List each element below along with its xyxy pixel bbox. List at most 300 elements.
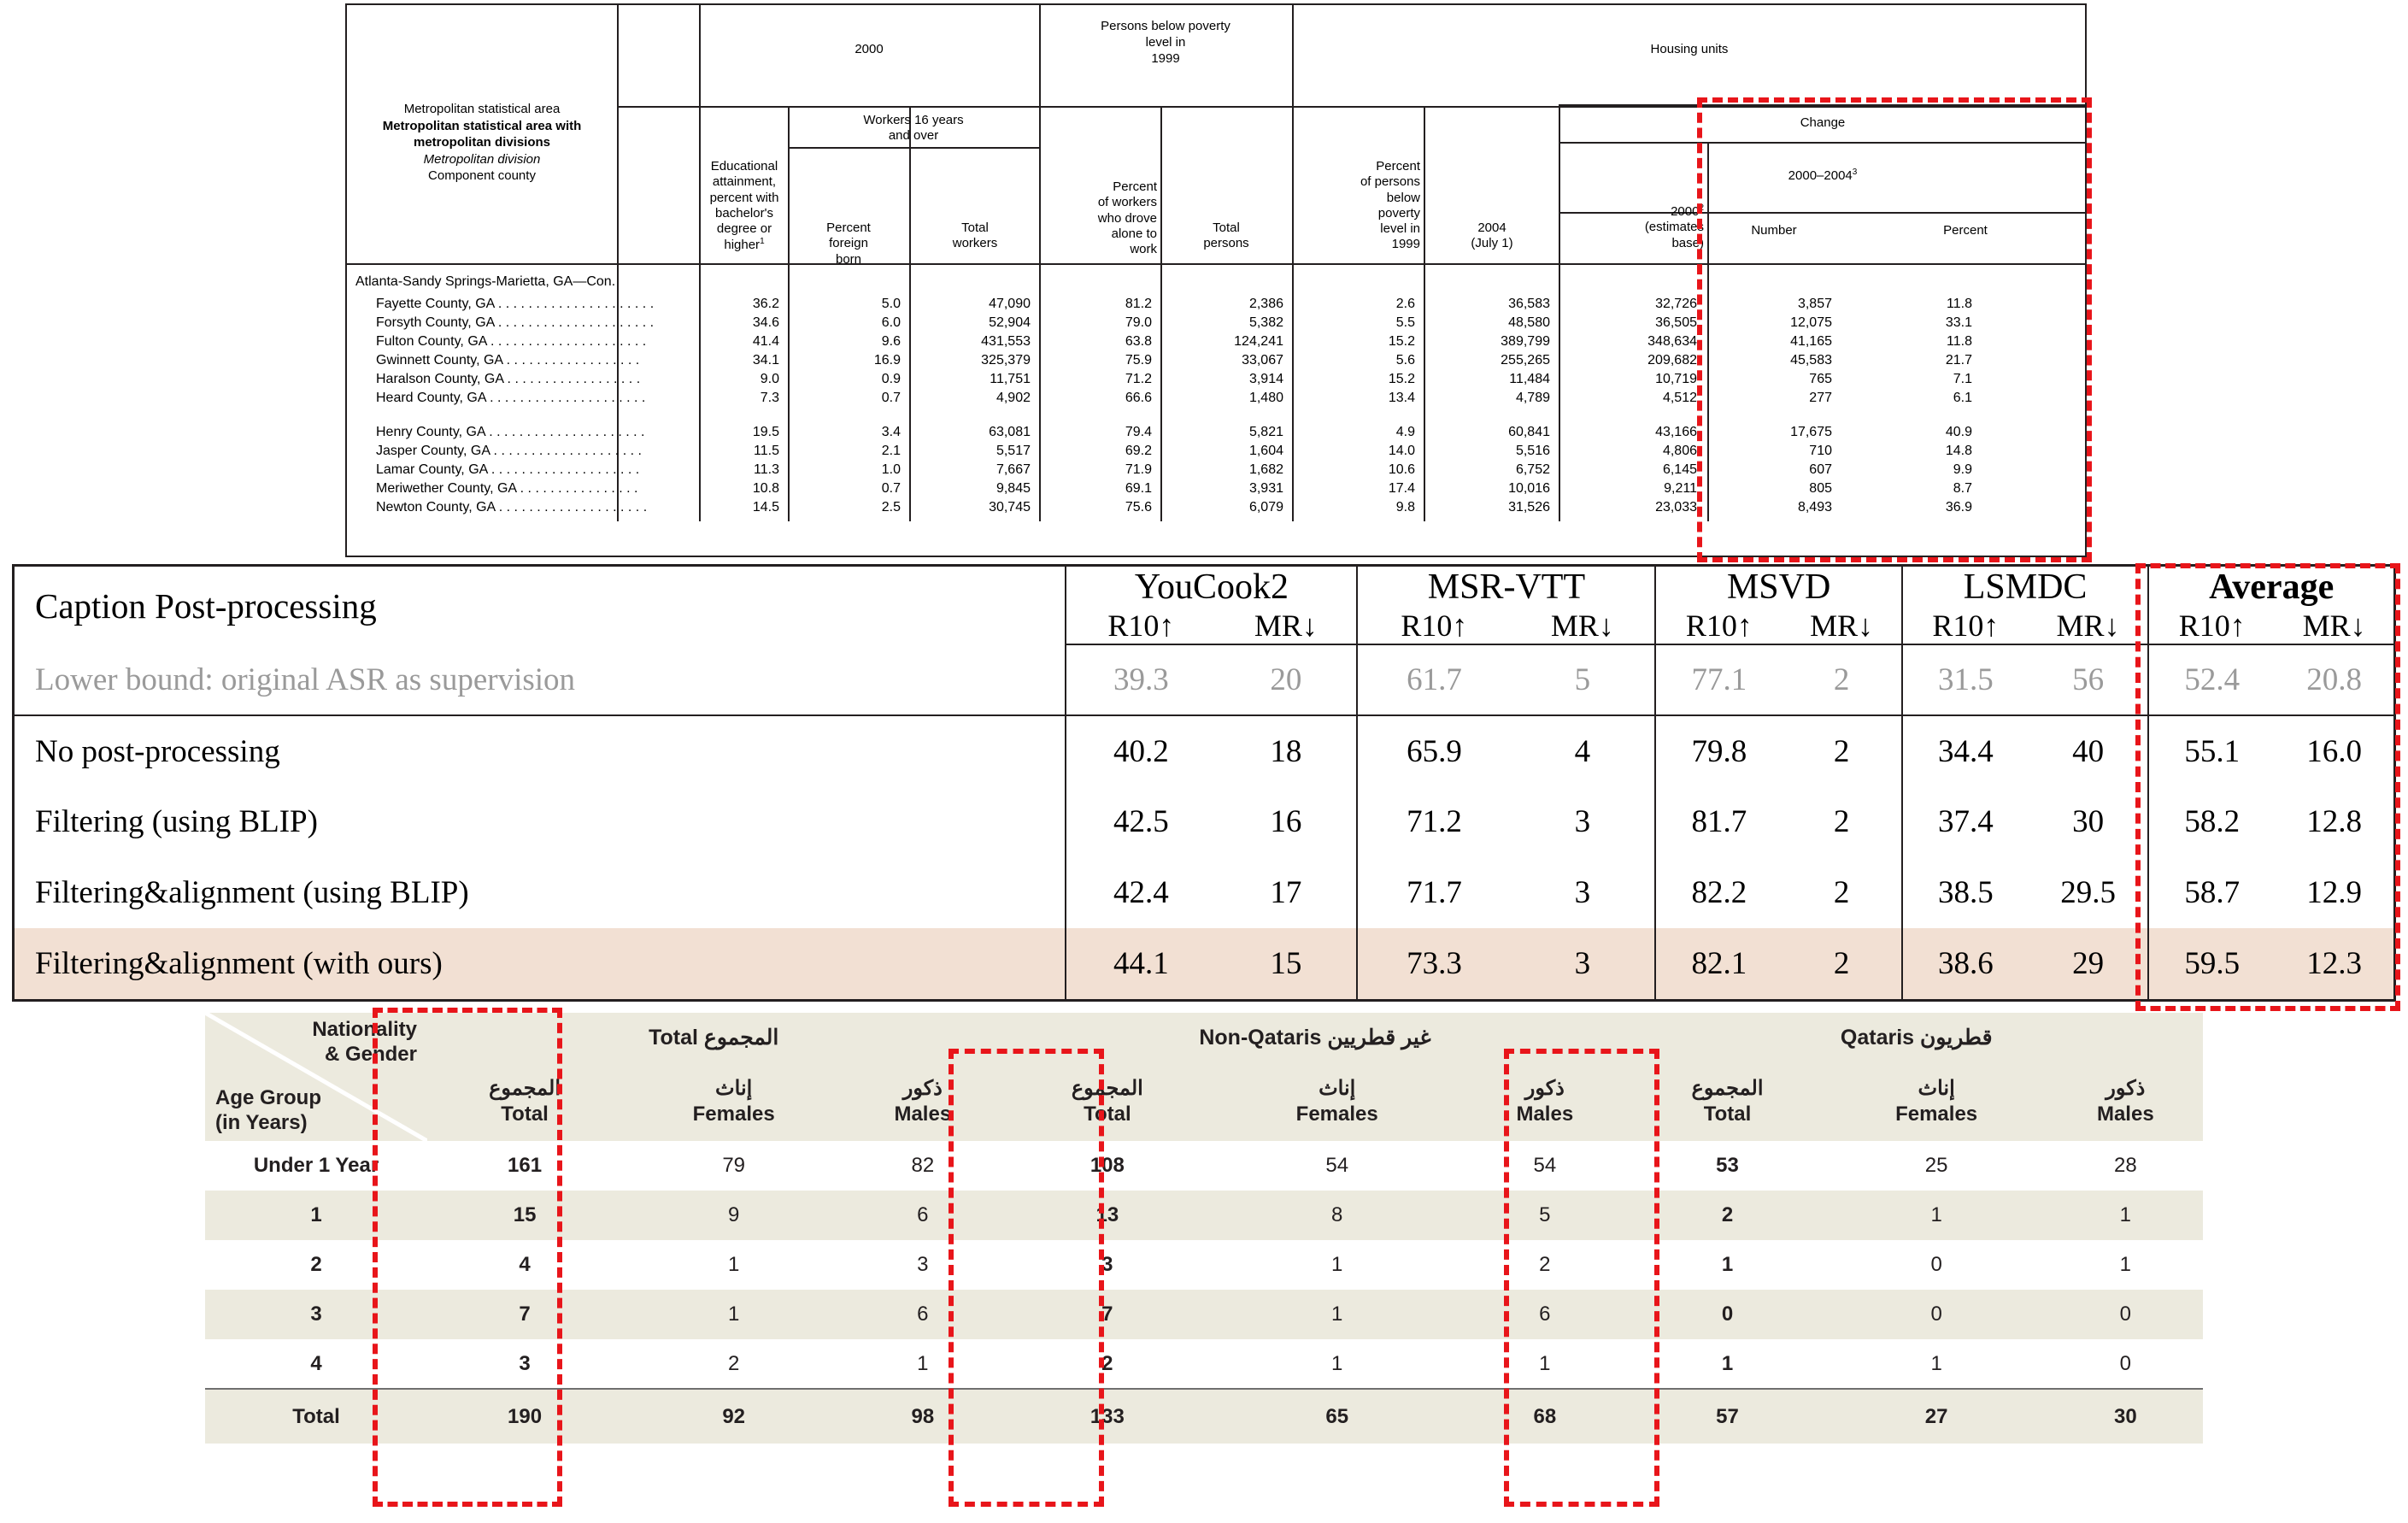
metric-cell: 82.1: [1655, 928, 1782, 999]
table-cell: 66.6: [1125, 391, 1152, 405]
total-cell: 27: [1924, 1404, 1948, 1428]
population-cell: 0: [2119, 1351, 2131, 1375]
table-cell: 11,751: [990, 372, 1031, 386]
population-cell: 54: [1533, 1154, 1557, 1177]
table-cell: 9.0: [760, 372, 779, 386]
qatar-corner-cell: [205, 1013, 427, 1141]
table-cell: 75.9: [1125, 353, 1152, 368]
sub-total-total: المجموع Total: [427, 1062, 622, 1141]
metric-cell: 79.8: [1655, 715, 1782, 786]
table-row: [15, 644, 2393, 715]
table-cell: 81.2: [1125, 297, 1152, 311]
metric-cell: 30: [2072, 804, 2105, 839]
metric-cell: 82.2: [1655, 857, 1782, 928]
table-cell: 11,484: [1509, 372, 1550, 386]
table-cell: 43,166: [1655, 425, 1697, 439]
table-cell: 9,845: [996, 481, 1031, 496]
total-row-label: Total: [292, 1404, 340, 1428]
group-qataris: Qataris قطريون: [1630, 1013, 2203, 1062]
table-cell: 5,517: [996, 444, 1031, 458]
qatar-table: [205, 1013, 2203, 1444]
metric-cell: 71.2: [1357, 786, 1510, 857]
table-cell: 2,386: [1248, 297, 1283, 311]
col-header-hu-2000: 2000$^2$ (estimates base): [1644, 203, 1704, 250]
table-row: [205, 1191, 2203, 1240]
table-cell: 48,580: [1508, 315, 1550, 330]
table-cell: 8,493: [1797, 500, 1832, 515]
metric-average-mr: MR↓: [2275, 608, 2393, 644]
population-cell: 3: [519, 1351, 531, 1375]
table-cell: 0.7: [881, 481, 901, 496]
table-cell: 3.4: [881, 425, 901, 439]
metric-cell: 77.1: [1655, 644, 1782, 715]
census-table: [345, 3, 2087, 557]
population-cell: 7: [1101, 1302, 1113, 1326]
population-cell: 1: [2119, 1203, 2131, 1226]
metric-cell: 31.5: [1902, 644, 2029, 715]
population-cell: 6: [917, 1203, 929, 1226]
table-cell: 69.1: [1125, 481, 1152, 496]
table-cell: 9.8: [1395, 500, 1415, 515]
table-cell: 30,745: [989, 500, 1031, 515]
col-group-2000: 2000: [855, 42, 884, 56]
table-cell: 5.0: [881, 297, 901, 311]
total-cell: 57: [1716, 1404, 1739, 1428]
col-header-education: Educational attainment, percent with bachelor's degree or higher$^1$: [709, 159, 779, 253]
metric-cell: 5: [1510, 644, 1655, 715]
metric-cell: 16.0: [2306, 733, 2362, 769]
table-row: [15, 715, 2393, 786]
table-cell: 6,079: [1248, 500, 1283, 515]
table-cell: 431,553: [981, 334, 1031, 349]
table-cell: 13.4: [1388, 391, 1415, 405]
population-cell: 1: [727, 1302, 740, 1326]
method-label: Filtering&alignment (with ours): [35, 946, 443, 981]
population-cell: 0: [1930, 1253, 1942, 1276]
metric-cell: 18: [1270, 733, 1302, 769]
table-row-label: Newton County, GA . . . . . . . . . . . . . . . . . . . .: [376, 500, 648, 515]
population-cell: 1: [917, 1351, 929, 1375]
metric-cell: 2: [1833, 804, 1850, 839]
population-cell: 13: [1095, 1203, 1119, 1226]
population-cell: 1: [727, 1253, 740, 1276]
population-cell: 2: [1539, 1253, 1551, 1276]
table-cell: 36,505: [1655, 315, 1697, 330]
dataset-lsmdc: LSMDC: [1902, 567, 2148, 608]
table-cell: 11.8: [1947, 334, 1972, 349]
table-cell: 10.8: [752, 481, 779, 496]
col-group-housing: Housing units: [1650, 42, 1729, 56]
sub-total-males: ذكور Males: [845, 1062, 1000, 1141]
metric-cell: 52.4: [2148, 644, 2275, 715]
table-cell: 5,516: [1515, 444, 1550, 458]
metric-cell: 16: [1270, 804, 1302, 839]
population-cell: 1: [1930, 1203, 1942, 1226]
metric-cell: 39.3: [1066, 644, 1215, 715]
metric-cell: 38.5: [1902, 857, 2029, 928]
metric-cell: 42.5: [1066, 786, 1215, 857]
table-cell: 41,165: [1790, 334, 1832, 349]
dataset-msrvtt: MSR-VTT: [1357, 567, 1655, 608]
col-header-drove-alone: Percent of workers who drove alone to work: [1097, 179, 1157, 257]
population-cell: 6: [917, 1302, 929, 1326]
table-cell: 0.7: [881, 391, 901, 405]
table-row-label: Haralson County, GA . . . . . . . . . . . . . . . . . .: [376, 372, 641, 386]
table-cell: 11.5: [754, 444, 779, 458]
sub-nonqataris-males: ذكور Males: [1459, 1062, 1630, 1141]
col-header-foreign-born: Percent foreign born: [826, 221, 871, 267]
metric-cell: 71.7: [1357, 857, 1510, 928]
table-cell: 10,016: [1508, 481, 1550, 496]
population-cell: 1: [1331, 1351, 1343, 1375]
table-cell: 2.1: [881, 444, 901, 458]
group-total: Total المجموع: [427, 1013, 1000, 1062]
metric-lsmdc-r10: R10↑: [1902, 608, 2029, 644]
table-cell: 348,634: [1647, 334, 1697, 349]
table-cell: 3,914: [1248, 372, 1283, 386]
table-cell: 23,033: [1655, 500, 1697, 515]
table-cell: 10,719: [1655, 372, 1697, 386]
table-cell: 4,789: [1515, 391, 1550, 405]
metric-cell: 61.7: [1357, 644, 1510, 715]
caption-table-head: [15, 567, 2393, 644]
metric-cell: 29.5: [2060, 875, 2116, 910]
metric-cell: 59.5: [2148, 928, 2275, 999]
col-header-total-workers: Total workers: [952, 221, 998, 251]
dataset-average: Average: [2148, 567, 2393, 608]
population-cell: 0: [2119, 1302, 2131, 1326]
table-cell: 52,904: [989, 315, 1031, 330]
table-cell: 79.0: [1125, 315, 1152, 330]
method-label: Filtering&alignment (using BLIP): [35, 875, 469, 910]
table-cell: 4,902: [996, 391, 1031, 405]
sub-nonqataris-females: إناث Females: [1214, 1062, 1459, 1141]
table-cell: 47,090: [989, 297, 1031, 311]
metric-cell: 3: [1574, 875, 1591, 910]
table-cell: 11.3: [754, 462, 779, 477]
metric-cell: 2: [1782, 644, 1902, 715]
table-cell: 1,682: [1248, 462, 1283, 477]
metric-cell: 3: [1574, 804, 1591, 839]
population-cell: 3: [917, 1253, 929, 1276]
total-cell: 68: [1533, 1404, 1557, 1428]
area-title: Atlanta-Sandy Springs-Marietta, GA—Con.: [355, 274, 616, 289]
table-cell: 9.6: [881, 334, 901, 349]
table-cell: 36.9: [1945, 500, 1972, 515]
table-cell: 3,857: [1797, 297, 1832, 311]
metric-cell: 37.4: [1902, 786, 2029, 857]
metric-cell: 15: [1270, 946, 1302, 981]
table-cell: 79.4: [1125, 425, 1152, 439]
metric-cell: 2: [1833, 733, 1850, 769]
table-cell: 34.6: [752, 315, 779, 330]
metric-cell: 3: [1574, 946, 1591, 981]
population-cell: 4: [519, 1253, 531, 1276]
metric-cell: 4: [1574, 733, 1591, 769]
population-cell: 2: [727, 1351, 740, 1375]
table-row-label: Forsyth County, GA . . . . . . . . . . . . . . . . . . . . .: [376, 315, 655, 330]
table-row-label: Fulton County, GA . . . . . . . . . . . . . . . . . . . . .: [376, 334, 647, 349]
population-cell: 54: [1325, 1154, 1349, 1177]
total-cell: 92: [722, 1404, 746, 1428]
table-cell: 11.8: [1947, 297, 1972, 311]
method-label: No post-processing: [35, 733, 280, 769]
population-cell: 53: [1716, 1154, 1739, 1177]
table-cell: 31,526: [1508, 500, 1550, 515]
table-cell: 33,067: [1242, 353, 1283, 368]
sub-total-females: إناث Females: [622, 1062, 845, 1141]
metric-cell: 58.7: [2148, 857, 2275, 928]
population-cell: 25: [1924, 1154, 1948, 1177]
table-row: [15, 928, 2393, 999]
metric-cell: 44.1: [1066, 928, 1215, 999]
metric-cell: 40: [2072, 733, 2105, 769]
qatar-head-row-groups: [205, 1013, 2203, 1062]
total-cell: 65: [1325, 1404, 1349, 1428]
table-row-label: Henry County, GA . . . . . . . . . . . . . . . . . . . . .: [376, 425, 645, 439]
metric-msvd-r10: R10↑: [1655, 608, 1782, 644]
dataset-msvd: MSVD: [1655, 567, 1901, 608]
metric-cell: 55.1: [2148, 715, 2275, 786]
col-header-total-persons: Total persons: [1203, 221, 1249, 251]
total-cell: 190: [508, 1404, 543, 1428]
table-row: [205, 1240, 2203, 1290]
metric-youcook2-r10: R10↑: [1066, 608, 1215, 644]
metric-cell: 42.4: [1066, 857, 1215, 928]
metric-cell: 2: [1833, 946, 1850, 981]
table-cell: 15.2: [1388, 372, 1415, 386]
table-cell: 255,265: [1501, 353, 1550, 368]
table-cell: 4.9: [1395, 425, 1415, 439]
table-cell: 5,382: [1248, 315, 1283, 330]
metric-cell: 40.2: [1066, 715, 1215, 786]
population-cell: 108: [1089, 1154, 1125, 1177]
metric-msrvtt-r10: R10↑: [1357, 608, 1510, 644]
table-row: [205, 1141, 2203, 1191]
metric-lsmdc-mr: MR↓: [2029, 608, 2149, 644]
metric-youcook2-mr: MR↓: [1215, 608, 1357, 644]
table-cell: 6.1: [1953, 391, 1972, 405]
metric-cell: 65.9: [1357, 715, 1510, 786]
table-cell: 7.1: [1953, 372, 1972, 386]
table-cell: 15.2: [1388, 334, 1415, 349]
metric-cell: 58.2: [2148, 786, 2275, 857]
population-cell: 82: [911, 1154, 935, 1177]
metric-cell: 12.8: [2306, 804, 2362, 839]
table-row-label: Heard County, GA . . . . . . . . . . . . . . . . . . . . .: [376, 391, 646, 405]
table-cell: 209,682: [1647, 353, 1697, 368]
method-label: Lower bound: original ASR as supervision: [15, 644, 1066, 715]
table-cell: 325,379: [981, 353, 1031, 368]
table-cell: 5.6: [1395, 353, 1415, 368]
corner-agegroup-label: Age Group (in Years): [215, 1086, 321, 1135]
table-cell: 60,841: [1508, 425, 1550, 439]
table-cell: 14.5: [752, 500, 779, 515]
sub-qataris-total: المجموع Total: [1630, 1062, 1824, 1141]
stub-line-2: Metropolitan statistical area with metropolitan divisions: [382, 118, 582, 150]
population-cell: 1: [1331, 1253, 1343, 1276]
total-cell: 133: [1089, 1404, 1125, 1428]
table-cell: 607: [1809, 462, 1832, 477]
table-cell: 124,241: [1234, 334, 1283, 349]
population-cell: 8: [1331, 1203, 1343, 1226]
age-group-label: 3: [310, 1302, 322, 1326]
table-cell: 19.5: [752, 425, 779, 439]
caption-postprocessing-table: [12, 564, 2396, 1002]
group-non-qataris: Non-Qataris غير قطريين: [1000, 1013, 1630, 1062]
population-cell: 1: [1721, 1253, 1734, 1276]
table-cell: 21.7: [1945, 353, 1972, 368]
population-cell: 2: [1101, 1351, 1113, 1375]
caption-head-row-datasets: [15, 567, 2393, 608]
population-cell: 1: [1721, 1351, 1734, 1375]
table-cell: 45,583: [1790, 353, 1832, 368]
age-group-label: 4: [310, 1351, 322, 1375]
age-group-label: 2: [310, 1253, 322, 1276]
table-cell: 6,752: [1515, 462, 1550, 477]
corner-nationality-label: Nationality & Gender: [312, 1018, 417, 1066]
method-label: Filtering (using BLIP): [35, 804, 318, 839]
metric-cell: 12.3: [2306, 946, 2362, 981]
dataset-youcook2: YouCook2: [1066, 567, 1357, 608]
table-cell: 1.0: [881, 462, 901, 477]
population-cell: 1: [2119, 1253, 2131, 1276]
caption-table-body: [15, 644, 2393, 999]
table-cell: 1,480: [1248, 391, 1283, 405]
metric-cell: 20: [1215, 644, 1357, 715]
metric-cell: 29: [2072, 946, 2105, 981]
population-cell: 6: [1539, 1302, 1551, 1326]
qatar-population-table: [205, 1013, 2203, 1519]
population-cell: 15: [513, 1203, 537, 1226]
population-cell: 79: [722, 1154, 746, 1177]
metric-cell: 17: [1270, 875, 1302, 910]
table-cell: 4,806: [1662, 444, 1697, 458]
table-cell: 34.1: [752, 353, 779, 368]
table-cell: 75.6: [1125, 500, 1152, 515]
table-cell: 2.6: [1395, 297, 1415, 311]
table-cell: 3,931: [1248, 481, 1283, 496]
population-cell: 1: [1331, 1302, 1343, 1326]
population-cell: 3: [1101, 1253, 1113, 1276]
table-cell: 2.5: [881, 500, 901, 515]
table-row-label: Lamar County, GA . . . . . . . . . . . . . . . . . . . .: [376, 462, 640, 477]
metric-cell: 34.4: [1902, 715, 2029, 786]
table-cell: 805: [1809, 481, 1832, 496]
table-row-label: Meriwether County, GA . . . . . . . . . . . . . . . .: [376, 481, 638, 496]
table-cell: 41.4: [752, 334, 779, 349]
total-cell: 98: [911, 1404, 935, 1428]
age-group-label: Under 1 Year: [253, 1154, 379, 1177]
table-cell: 765: [1809, 372, 1832, 386]
table-cell: 10.6: [1388, 462, 1415, 477]
table-cell: 36.2: [752, 297, 779, 311]
table-cell: 0.9: [881, 372, 901, 386]
table-cell: 7,667: [996, 462, 1031, 477]
change-header: Change: [1800, 115, 1846, 130]
table-cell: 710: [1809, 444, 1832, 458]
col-header-change-percent: Percent: [1943, 223, 1988, 238]
population-cell: 161: [508, 1154, 543, 1177]
table-cell: 17.4: [1388, 481, 1415, 496]
metric-cell: 2: [1833, 875, 1850, 910]
metric-cell: 81.7: [1655, 786, 1782, 857]
table-cell: 8.7: [1953, 481, 1972, 496]
change-period: 2000–2004$^3$: [1788, 168, 1858, 183]
metric-average-r10: R10↑: [2148, 608, 2275, 644]
total-row: [205, 1389, 2203, 1444]
col-header-change-number: Number: [1751, 223, 1797, 238]
table-cell: 69.2: [1125, 444, 1152, 458]
population-cell: 9: [727, 1203, 740, 1226]
table-row-label: Fayette County, GA . . . . . . . . . . . . . . . . . . . . .: [376, 297, 655, 311]
table-cell: 6.0: [881, 315, 901, 330]
table-cell: 1,604: [1248, 444, 1283, 458]
age-group-label: 1: [310, 1203, 322, 1226]
table-cell: 6,145: [1662, 462, 1697, 477]
table-cell: 14.8: [1945, 444, 1972, 458]
sub-nonqataris-total: المجموع Total: [1000, 1062, 1214, 1141]
table-row: [205, 1290, 2203, 1339]
population-cell: 28: [2113, 1154, 2137, 1177]
table-row: [15, 857, 2393, 928]
table-row-label: Jasper County, GA . . . . . . . . . . . . . . . . . . . .: [376, 444, 642, 458]
metric-cell: 12.9: [2306, 875, 2362, 910]
metric-msvd-mr: MR↓: [1782, 608, 1902, 644]
table-cell: 9.9: [1953, 462, 1972, 477]
table-row: [205, 1339, 2203, 1389]
qatar-table-head: [205, 1013, 2203, 1141]
metric-msrvtt-mr: MR↓: [1510, 608, 1655, 644]
table-cell: 14.0: [1388, 444, 1415, 458]
table-cell: 4,512: [1662, 391, 1697, 405]
table-cell: 277: [1809, 391, 1832, 405]
caption-row-header: Caption Post-processing: [35, 585, 377, 626]
stub-line-3: Metropolitan division: [423, 151, 541, 167]
qatar-table-body: [205, 1141, 2203, 1444]
col-group-workers: Workers 16 years and over: [863, 113, 964, 143]
table-cell: 40.9: [1945, 425, 1972, 439]
metric-cell: 56: [2029, 644, 2149, 715]
total-cell: 30: [2113, 1404, 2137, 1428]
population-cell: 7: [519, 1302, 531, 1326]
population-cell: 5: [1539, 1203, 1551, 1226]
table-cell: 63,081: [989, 425, 1031, 439]
population-cell: 0: [1930, 1302, 1942, 1326]
table-cell: 12,075: [1790, 315, 1832, 330]
col-header-poverty-percent: Percent of persons below poverty level in 1999: [1360, 159, 1420, 252]
qatar-head-row-sub: [205, 1062, 2203, 1141]
table-cell: 71.9: [1125, 462, 1152, 477]
table-cell: 7.3: [760, 391, 779, 405]
table-cell: 5.5: [1395, 315, 1415, 330]
table-cell: 33.1: [1945, 315, 1972, 330]
table-cell: 16.9: [873, 353, 901, 368]
sub-qataris-females: إناث Females: [1825, 1062, 2048, 1141]
population-cell: 0: [1721, 1302, 1734, 1326]
population-cell: 1: [1539, 1351, 1551, 1375]
table-row-label: Gwinnett County, GA . . . . . . . . . . . . . . . . . .: [376, 353, 640, 368]
col-header-hu-2004: 2004 (July 1): [1471, 221, 1513, 251]
sub-qataris-males: ذكور Males: [2048, 1062, 2203, 1141]
table-cell: 32,726: [1655, 297, 1697, 311]
stub-line-1: Metropolitan statistical area: [403, 102, 561, 116]
table-cell: 9,211: [1664, 481, 1697, 496]
stub-line-4: Component county: [428, 168, 536, 183]
stub-header: [354, 101, 610, 185]
metric-cell: 73.3: [1357, 928, 1510, 999]
table-cell: 71.2: [1125, 372, 1152, 386]
